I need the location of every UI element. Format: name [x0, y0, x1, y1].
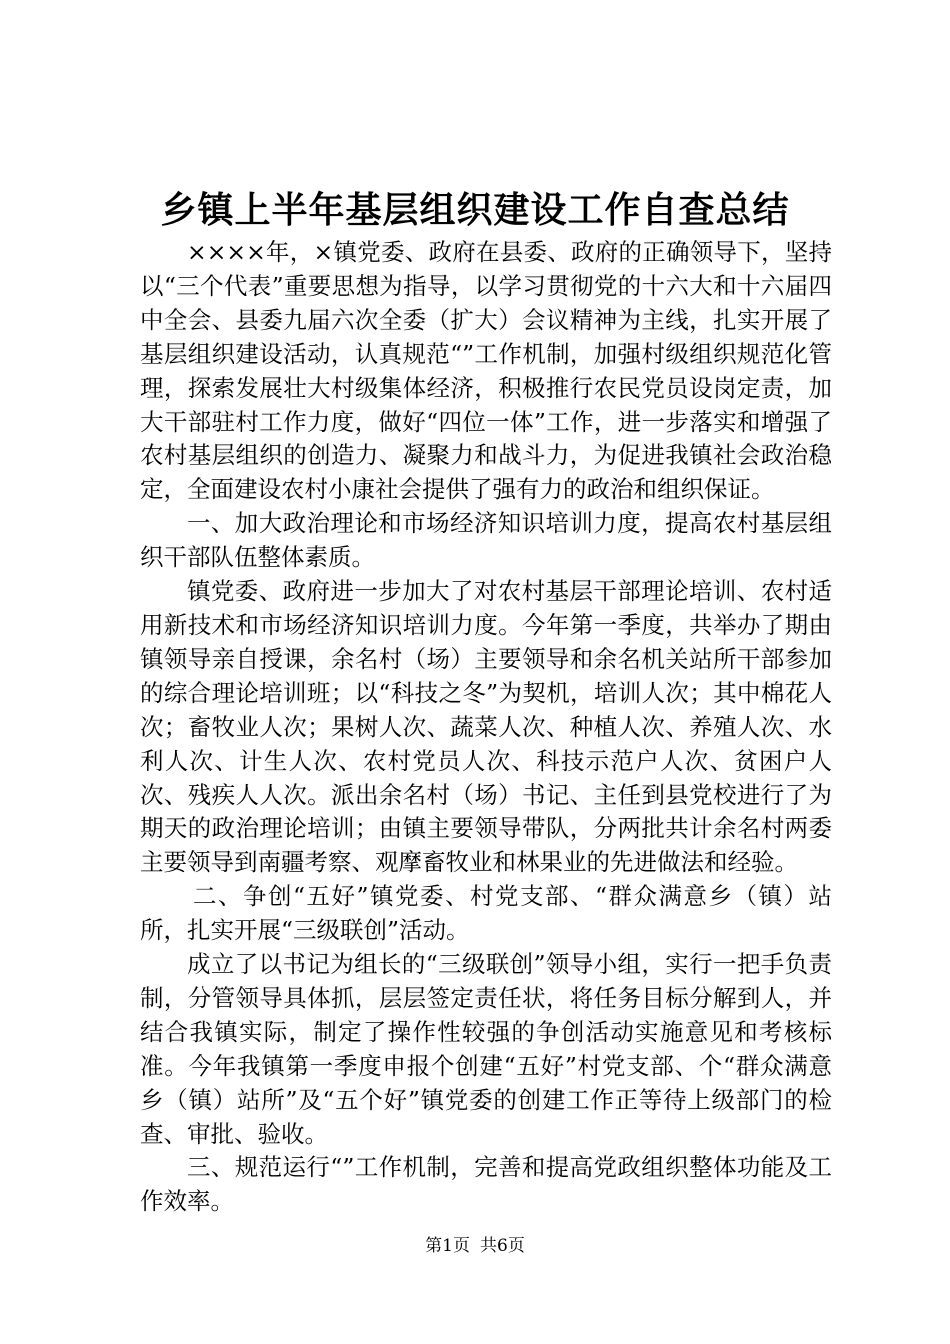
page-footer [0, 1234, 950, 1258]
page-number: 第1页 [425, 1236, 470, 1256]
paragraph-intro: ××××年，×镇党委、政府在县委、政府的正确领导下，坚持以“三个代表”重要思想为指导，以学习贯彻党的十六大和十六届四中全会、县委九届六次全委（扩大）会议精神为主线，扎实开展了基层组织建设活动，认真规范“”工作机制，加强村级组织规范化管理，探索发展壮大村级集体经济，积极推行农民党员设岗定责，加大干部驻村工作力度，做好“四位一体”工作，进一步落实和增强了农村基层组织的创造力、凝聚力和战斗力，为促进我镇社会政治稳定，全面建设农村小康社会提供了强有力的政治和组织保证。 [140, 238, 832, 504]
paragraph-heading-3: 三、规范运行“”工作机制，完善和提高党政组织整体功能及工作效率。 [140, 1153, 832, 1216]
paragraph-three-level: 成立了以书记为组长的“三级联创”领导小组，实行一把手负责制，分管领导具体抓，层层签定责任状，将任务目标分解到人，并结合我镇实际，制定了操作性较强的争创活动实施意见和考核标准。今年我镇第一季度申报个创建“五好”村党支部、个“群众满意乡（镇）站所”及“五个好”镇党委的创建工作正等待上级部门的检查、审批、验收。 [140, 950, 832, 1148]
document-title: 乡镇上半年基层组织建设工作自查总结 [160, 189, 790, 231]
document-body [140, 236, 832, 1219]
paragraph-training: 镇党委、政府进一步加大了对农村基层干部理论培训、农村适用新技术和市场经济知识培训力度。今年第一季度，共举办了期由镇领导亲自授课，余名村（场）主要领导和余名机关站所干部参加的综合理论培训班；以“科技之冬”为契机，培训人次；其中棉花人次；畜牧业人次；果树人次、蔬菜人次、种植人次、养殖人次、水利人次、计生人次、农村党员人次、科技示范户人次、贫困户人次、残疾人人次。派出余名村（场）书记、主任到县党校进行了为期天的政治理论培训；由镇主要领导带队，分两批共计余名村两委主要领导到南疆考察、观摩畜牧业和林果业的先进做法和经验。 [140, 577, 832, 877]
paragraph-heading-1: 一、加大政治理论和市场经济知识培训力度，提高农村基层组织干部队伍整体素质。 [140, 509, 832, 572]
page-total: 共6页 [480, 1236, 525, 1256]
paragraph-heading-2: 二、争创“五好”镇党委、村党支部、“群众满意乡（镇）站所，扎实开展“三级联创”活动。 [140, 882, 832, 945]
